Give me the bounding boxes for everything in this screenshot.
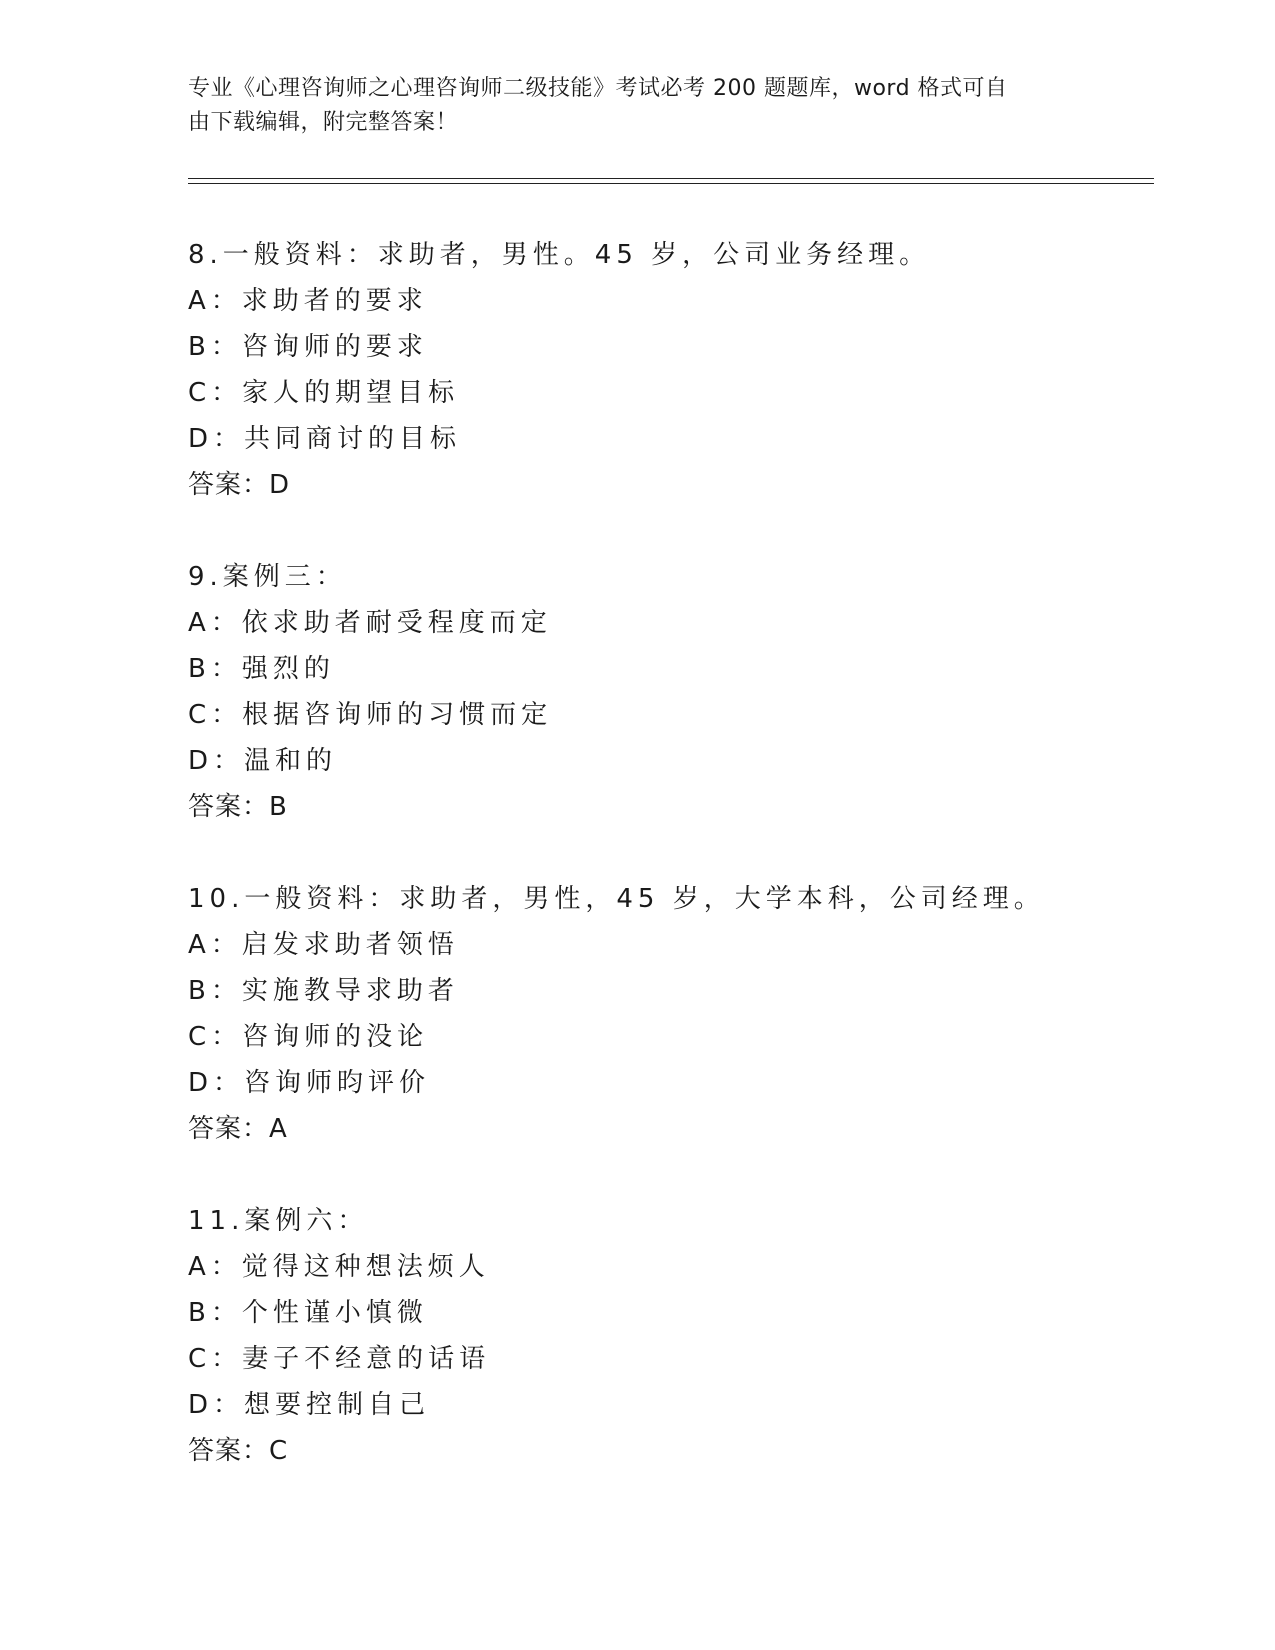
header-divider-bottom xyxy=(188,183,1154,184)
header-divider-top xyxy=(188,178,1154,179)
question-stem: 8.一般资料：求助者，男性。45 岁，公司业务经理。 xyxy=(188,240,931,270)
document-header xyxy=(188,72,1068,140)
question-stem: 11.案例六： xyxy=(188,1206,369,1236)
option-d: D：想要控制自己 xyxy=(188,1390,431,1420)
option-b: B：咨询师的要求 xyxy=(188,332,428,362)
option-b: B：个性谨小慎微 xyxy=(188,1298,428,1328)
option-b: B：实施教导求助者 xyxy=(188,976,459,1006)
option-c: C：根据咨询师的习惯而定 xyxy=(188,700,553,730)
option-a: A：求助者的要求 xyxy=(188,286,428,316)
option-c: C：家人的期望目标 xyxy=(188,378,460,408)
answer-label: 答案：D xyxy=(188,470,291,500)
option-a: A：依求助者耐受程度而定 xyxy=(188,608,552,638)
question-8 xyxy=(188,232,1148,508)
question-list xyxy=(188,232,1148,1520)
option-d: D：咨询师昀评价 xyxy=(188,1068,431,1098)
question-10 xyxy=(188,876,1148,1152)
option-c: C：咨询师的没论 xyxy=(188,1022,429,1052)
option-a: A：启发求助者领悟 xyxy=(188,930,459,960)
question-stem: 10.一般资料：求助者，男性，45 岁，大学本科，公司经理。 xyxy=(188,884,1045,914)
question-stem: 9.案例三： xyxy=(188,562,347,592)
answer-label: 答案：A xyxy=(188,1114,288,1144)
option-a: A：觉得这种想法烦人 xyxy=(188,1252,490,1282)
option-c: C：妻子不经意的话语 xyxy=(188,1344,491,1374)
header-line-2: 由下载编辑，附完整答案！ xyxy=(188,110,459,135)
option-b: B：强烈的 xyxy=(188,654,335,684)
question-9 xyxy=(188,554,1148,830)
question-11 xyxy=(188,1198,1148,1474)
answer-label: 答案：C xyxy=(188,1436,289,1466)
option-d: D：共同商讨的目标 xyxy=(188,424,462,454)
answer-label: 答案：B xyxy=(188,792,288,822)
option-d: D：温和的 xyxy=(188,746,338,776)
header-line-1: 专业《心理咨询师之心理咨询师二级技能》考试必考 200 题题库，word 格式可自 xyxy=(188,76,1008,101)
